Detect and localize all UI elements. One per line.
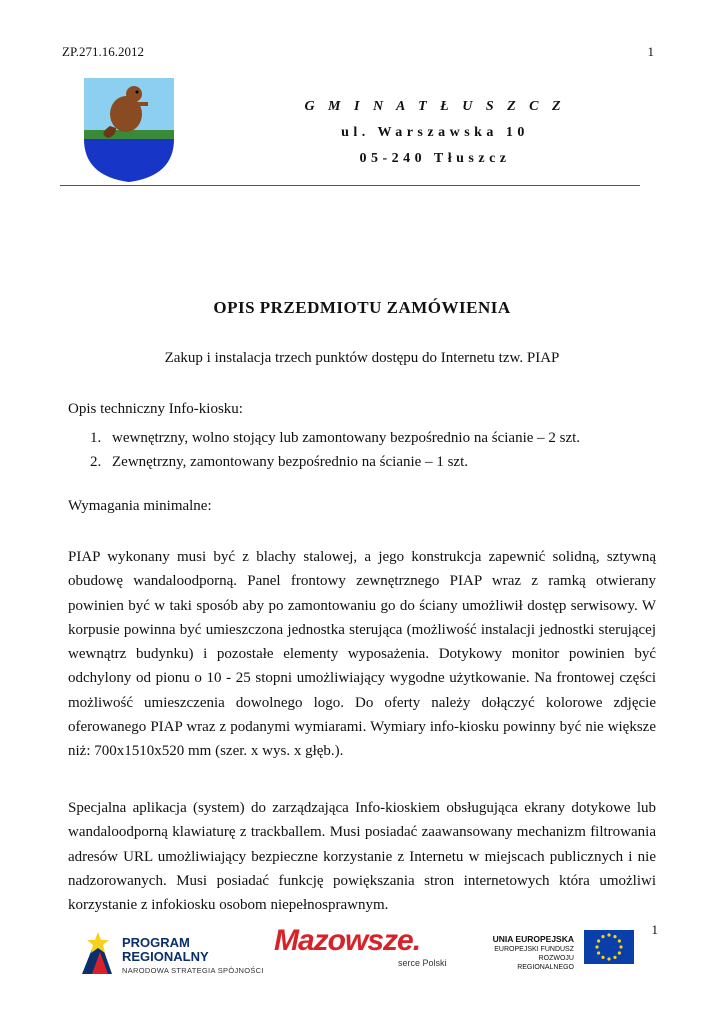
mazowsze-logo xyxy=(274,924,447,968)
page-number-top: 1 xyxy=(647,44,654,59)
spec-heading: Opis techniczny Info-kiosku: xyxy=(68,401,243,417)
document-reference: ZP.271.16.2012 xyxy=(62,44,144,59)
paragraph-software: Specjalna aplikacja (system) do zarządzająca Info-kioskiem obsługująca ekrany dotykowe lub wandaloodporną klawiaturę z trackballem. Musi posiadać zaawansowany mechanizm filtrowania adresów URL umożliwiający bezpieczne korzystanie z Internetu w miejscach publicznych i nie nadzorowanych. Musi posiadać funkcję powiększania stron internetowych która umożliwi korzystanie z infokiosku osobom niepełnosprawnym. xyxy=(68,800,656,914)
program-label: PROGRAM xyxy=(122,935,190,950)
eu-name: UNIA EUROPEJSKA xyxy=(492,934,574,944)
mazowsze-tagline: serce Polski xyxy=(398,958,447,968)
postal-address: 05-240 Tłuszcz xyxy=(359,151,511,166)
eu-fund-label xyxy=(488,934,574,972)
eu-flag-icon xyxy=(584,930,634,964)
page-number-bottom: 1 xyxy=(651,922,658,937)
list-number: 2. xyxy=(90,454,102,470)
mazowsze-wordmark: Mazowsze. xyxy=(274,924,421,957)
municipality-name: G M I N A T Ł U S Z C Z xyxy=(304,99,566,114)
list-number: 1. xyxy=(90,430,102,446)
spec-list-item xyxy=(90,426,580,450)
eu-fund: EUROPEJSKI FUNDUSZ xyxy=(494,946,574,953)
coat-of-arms-icon xyxy=(82,76,176,184)
street-address: ul. Warszawska 10 xyxy=(341,125,529,140)
paragraph-housing: PIAP wykonany musi być z blachy stalowej, a jego konstrukcja zapewnić solidną, sztywną obudowę wandaloodporną. Panel frontowy zewnętrznego PIAP wraz z ramką otwierany powinien być w taki sposób aby po zamontowaniu go do ściany umożliwił dostęp serwisowy. W korpusie powinna być umieszczona jednostka sterująca (możliwość instalacji jednostki sterującej wewnątrz budynku) i pozostałe elementy wyposażenia. Dotykowy monitor powinien być odchylony od pionu o 10 - 25 stopni umożliwiający wygodne użytkowanie. Na frontowej części możliwość umieszczenia dowolnego logo. Do oferty należy dołączyć kolorowe zdjęcie oferowanego PIAP wraz z podanymi wymiarami. Wymiary info-kiosku powinny być nie większe niż: 700x1510x520 mm (szer. x wys. x głęb.). xyxy=(68,549,656,760)
strategy-label: NARODOWA STRATEGIA SPÓJNOŚCI xyxy=(122,966,264,975)
list-text: wewnętrzny, wolno stojący lub zamontowany bezpośrednio na ścianie – 2 szt. xyxy=(112,430,581,446)
municipality-address xyxy=(290,94,580,172)
requirements-heading: Wymagania minimalne: xyxy=(68,498,212,514)
spec-list xyxy=(90,426,580,474)
spec-list-item xyxy=(90,450,580,474)
regionalny-label: REGIONALNY xyxy=(122,949,209,964)
header-divider xyxy=(60,185,640,186)
eu-regional: ROZWOJU REGIONALNEGO xyxy=(517,955,574,971)
funding-footer xyxy=(78,924,648,980)
program-regionalny-logo-icon xyxy=(78,928,116,976)
program-regionalny-text xyxy=(122,936,264,975)
list-text: Zewnętrzny, zamontowany bezpośrednio na ścianie – 1 szt. xyxy=(112,454,468,470)
document-subtitle: Zakup i instalacja trzech punktów dostępu do Internetu tzw. PIAP xyxy=(164,350,560,366)
document-title: OPIS PRZEDMIOTU ZAMÓWIENIA xyxy=(213,298,511,317)
